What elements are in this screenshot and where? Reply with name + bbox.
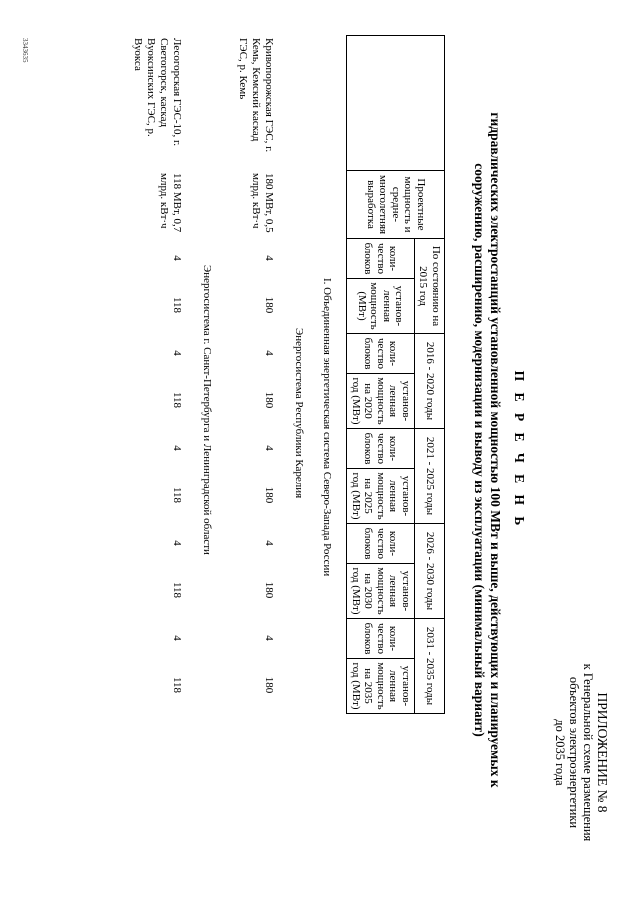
section-karelia: Энергосистема Республики Карелия bbox=[293, 328, 305, 499]
design-capacity: 118 МВт, 0,7 млрд. кВт·ч bbox=[158, 173, 183, 233]
units-2025: 4 bbox=[171, 445, 183, 451]
header-units-count: коли-чество блоков bbox=[347, 619, 415, 659]
units-2030: 4 bbox=[263, 540, 275, 546]
installed-2020: 118 bbox=[171, 391, 183, 409]
installed-2025: 180 bbox=[263, 486, 275, 504]
appendix-line: до 2035 года bbox=[553, 719, 567, 786]
header-units-count: коли-чество блоков bbox=[347, 239, 415, 279]
units-2020: 4 bbox=[263, 350, 275, 356]
installed-2015: 118 bbox=[171, 296, 183, 314]
header-installed-2025: установ-ленная мощность на 2025 год (МВт) bbox=[347, 469, 415, 524]
installed-2030: 118 bbox=[171, 581, 183, 599]
appendix-line: объектов электроэнергетики bbox=[567, 676, 581, 829]
installed-2035: 180 bbox=[263, 676, 275, 694]
station-name: Кривопорожская ГЭС, г. Кемь, Кемский каскад ГЭС, р. Кемь bbox=[237, 38, 275, 153]
units-2030: 4 bbox=[171, 540, 183, 546]
installed-2015: 180 bbox=[263, 296, 275, 314]
units-2035: 4 bbox=[263, 635, 275, 641]
rotated-landscape-sheet bbox=[21, 30, 615, 870]
units-2015: 4 bbox=[171, 255, 183, 261]
title-heading: П Е Р Е Ч Е Н Ь bbox=[512, 370, 527, 530]
appendix-line: к Генеральной схеме размещения bbox=[581, 663, 595, 842]
station-name: Лесогорская ГЭС-10, г. Светогорск, каскад Вуоксинских ГЭС, р. Вуокса bbox=[132, 38, 183, 147]
header-period-2031-2035: 2031 - 2035 годы bbox=[415, 619, 445, 714]
design-capacity: 180 МВт, 0,5 млрд. кВт·ч bbox=[250, 173, 275, 233]
appendix-header bbox=[553, 650, 609, 855]
installed-2030: 180 bbox=[263, 581, 275, 599]
appendix-number: ПРИЛОЖЕНИЕ № 8 bbox=[595, 692, 610, 813]
title-line: гидравлических электростанций установленной мощностью 100 МВт и выше, действующих и планируемых к bbox=[488, 112, 503, 788]
header-installed-2035: установ-ленная мощность на 2035 год (МВт) bbox=[347, 659, 415, 714]
header-units-count: коли-чество блоков bbox=[347, 429, 415, 469]
document-stamp: 3343635 bbox=[21, 38, 29, 63]
units-2020: 4 bbox=[171, 350, 183, 356]
header-units-count: коли-чество блоков bbox=[347, 334, 415, 374]
table-row bbox=[215, 35, 275, 865]
installed-2020: 180 bbox=[263, 391, 275, 409]
header-installed-2020: установ-ленная мощность на 2020 год (МВт) bbox=[347, 374, 415, 429]
section-ues: I. Объединенная энергетическая система Северо-Запада России bbox=[321, 278, 333, 577]
header-installed-2015: установ-ленная мощность (МВт) bbox=[347, 279, 415, 334]
section-spb: Энергосистема г. Санкт-Петербурга и Ленинградской области bbox=[201, 265, 213, 555]
header-status-2015: По состоянию на 2015 год bbox=[415, 239, 445, 334]
header-name-cell bbox=[347, 36, 445, 171]
header-period-2026-2030: 2026 - 2030 годы bbox=[415, 524, 445, 619]
units-2025: 4 bbox=[263, 445, 275, 451]
header-design-capacity: Проектные мощность и средне-многолетняя выработка bbox=[347, 171, 445, 239]
installed-2025: 118 bbox=[171, 486, 183, 504]
title-line: сооружению, расширению, модернизации и выводу из эксплуатации (минимальный вариант) bbox=[472, 163, 487, 737]
header-table bbox=[346, 35, 445, 714]
header-units-count: коли-чество блоков bbox=[347, 524, 415, 564]
installed-2035: 118 bbox=[171, 676, 183, 694]
units-2015: 4 bbox=[263, 255, 275, 261]
header-period-2021-2025: 2021 - 2025 годы bbox=[415, 429, 445, 524]
header-installed-2030: установ-ленная мощность на 2030 год (МВт) bbox=[347, 564, 415, 619]
units-2035: 4 bbox=[171, 635, 183, 641]
header-period-2016-2020: 2016 - 2020 годы bbox=[415, 334, 445, 429]
table-row bbox=[113, 35, 183, 865]
document-title bbox=[471, 30, 527, 870]
